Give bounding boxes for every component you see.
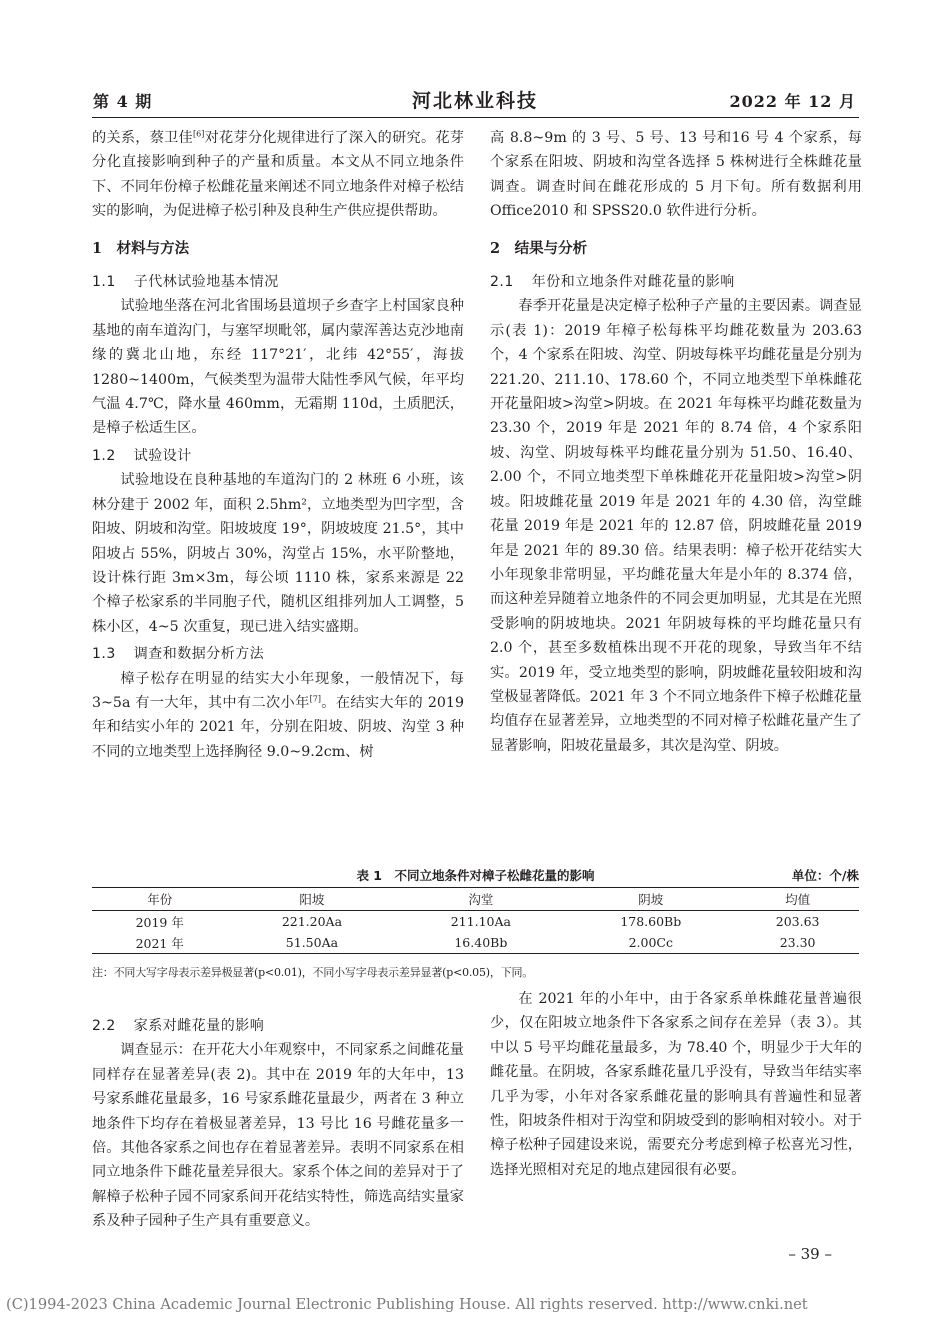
table-cell: 203.63 <box>775 914 820 929</box>
intro-paragraph: 的关系，蔡卫佳[6]对花芽分化规律进行了深入的研究。花芽分化直接影响到种子的产量和质量。本文从不同立地条件下、不同年份樟子松雌花量来阐述不同立地条件对樟子松结实的影响，为促进樟子松引种及良种生产供应提供帮助。 <box>92 129 464 220</box>
right-column <box>490 126 862 758</box>
section-1-3-paragraph: 樟子松存在明显的结实大小年现象，一般情况下，每 3~5a 有一大年，其中有二次小年[7]。在结实大年的 2019 年和结实小年的 2021 年，分别在阳坡、阴坡、沟堂 3 种不同的立地类型上选择胸径 9.0~9.2cm、树 <box>92 670 464 760</box>
table-cell: 178.60Bb <box>620 914 682 929</box>
table-header-cell: 年份 <box>92 888 227 911</box>
header-issue: 第 4 期 <box>93 92 153 111</box>
methods-continued-paragraph: 高 8.8~9m 的 3 号、5 号、13 号和16 号 4 个家系，每个家系在阳坡、阴坡和沟堂各选择 5 株树进行全株雌花量调查。调查时间在雌花形成的 5 月下旬。所有数据利用 Office2010 和 SPSS20.0 软件进行分析。 <box>490 130 862 220</box>
table-cell: 16.40Bb <box>396 932 565 954</box>
table-cell: 23.30 <box>736 932 859 954</box>
section-1-3-heading: 1.3 调查和数据分析方法 <box>92 646 265 663</box>
section-1-1-heading: 1.1 子代林试验地基本情况 <box>92 274 279 291</box>
table-cell: 2021 年 <box>92 932 227 954</box>
header-date: 2022 年 12 月 <box>729 92 856 111</box>
header-journal-title: 河北林业科技 <box>411 90 538 112</box>
table-header-cell: 沟堂 <box>396 888 565 911</box>
section-1-1-paragraph: 试验地坐落在河北省围场县道坝子乡查字上村国家良种基地的南车道沟门，与塞罕坝毗邻，属内蒙浑善达克沙地南缘的冀北山地，东经 117°21′，北纬 42°55′，海拔 1280~1400m，气候类型为温带大陆性季风气候，年平均气温 4.7℃，降水量 460mm，无霜期 110d，土质肥沃，是樟子松适生区。 <box>92 298 464 437</box>
table-cell: 2019 年 <box>135 914 184 930</box>
left-column <box>92 126 464 764</box>
left-column-lower <box>92 1011 464 1234</box>
section-2-2-heading: 2.2 家系对雌花量的影响 <box>92 1018 265 1034</box>
table-header-cell: 阴坡 <box>565 888 736 911</box>
section-2-2-continued-paragraph: 在 2021 年的小年中，由于各家系单株雌花量普遍很少，仅在阳坡立地条件下各家系之间存在差异（表 3）。其中以 5 号平均雌花量最多，为 78.40 个，明显少于大年的雌花量。在阴坡，各家系雌花量几乎没有，导致当年结实率几乎为零，小年对各家系雌花量的影响具有普遍性和显著性，阳坡条件相对于沟堂和阴坡受到的影响相对较小。对于樟子松种子园建设来说，需要充分考虑到樟子松喜光习性，选择光照相对充足的地点建园很有必要。 <box>490 991 862 1178</box>
table-cell: 221.20Aa <box>281 914 343 929</box>
table-cell: 51.50Aa <box>227 932 396 954</box>
data-table <box>92 887 859 954</box>
table-cell: 2.00Cc <box>565 932 736 954</box>
table-header-row <box>92 888 859 911</box>
section-2-heading: 2 结果与分析 <box>490 239 588 257</box>
table-header-cell: 阳坡 <box>227 888 396 911</box>
table-unit: 单位：个/株 <box>791 868 859 883</box>
right-column-lower <box>490 987 862 1182</box>
copyright-footer: (C)1994-2023 China Academic Journal Electronic Publishing House. All rights reserved. http://www.cnki.net <box>6 1296 808 1313</box>
table-cell: 211.10Aa <box>450 914 511 929</box>
section-1-2-heading: 1.2 试验设计 <box>92 447 192 464</box>
section-1-heading: 1 材料与方法 <box>92 239 190 257</box>
table-row <box>92 911 859 933</box>
table-row <box>92 932 859 954</box>
section-2-1-heading: 2.1 年份和立地条件对雌花量的影响 <box>490 274 735 291</box>
section-2-2-paragraph: 调查显示：在开花大小年观察中，不同家系之间雌花量同样存在显著差异(表 2)。其中在 2019 年的大年中，13 号家系雌花量最多，16 号家系雌花量最少，两者在 3 种立地条件下均存在着极显著差异，13 号比 16 号雌花量多一倍。其他各家系之间也存在着显著差异。表明不同家系在相同立地条件下雌花量差异很大。家系个体之间的差异对于了解樟子松种子园不同家系间开花结实特性，筛选高结实量家系及种子园种子生产具有重要意义。 <box>92 1042 464 1230</box>
section-2-1-paragraph: 春季开花量是决定樟子松种子产量的主要因素。调查显示(表 1)：2019 年樟子松每株平均雌花数量为 203.63 个，4 个家系在阳坡、沟堂、阴坡每株平均雌花量是分别为 221.20、211.10、178.60 个，不同立地类型下单株雌花开花量阳坡>沟堂>阴坡。在 2021 年每株平均雌花数量为 23.30 个，2019 年是 2021 年的 8.74 倍，4 个家系阳坡、沟堂、阴坡每株平均雌花量分别为 51.50、16.40、2.00 个，不同立地类型下单株雌花开花量阳坡>沟堂>阴坡。阳坡雌花量 2019 年是 2021 年的 4.30 倍，沟堂雌花量 2019 年是 2021 年的 12.87 倍，阴坡雌花量 2019 年是 2021 年的 89.30 倍。结果表明：樟子松开花结实大小年现象非常明显，平均雌花量大年是小年的 8.374 倍，而这种差异随着立地条件的不同会更加明显，尤其是在光照受影响的阴坡地块。2021 年阴坡每株的平均雌花量只有 2.0 个，甚至多数植株出现不开花的现象，导致当年不结实。2019 年，受立地类型的影响，阴坡雌花量较阳坡和沟堂极显著降低。2021 年 3 个不同立地条件下樟子松雌花量均值存在显著差异，立地类型的不同对樟子松雌花量产生了显著影响，阳坡花量最多，其次是沟堂、阴坡。 <box>490 298 862 754</box>
citation-6[interactable]: [6] <box>192 129 205 139</box>
table-header-cell: 均值 <box>736 888 859 911</box>
table-note: 注：不同大写字母表示差异极显著(p<0.01)，不同小写字母表示差异显著(p<0.05)，下同。 <box>92 966 534 979</box>
page-number: – 39 – <box>788 1245 832 1263</box>
citation-7[interactable]: [7] <box>309 694 321 704</box>
section-1-2-paragraph: 试验地设在良种基地的车道沟门的 2 林班 6 小班，该林分建于 2002 年，面积 2.5hm²，立地类型为凹字型，含阳坡、阴坡和沟堂。阳坡坡度 19°，阴坡坡度 21.5°，其中阳坡占 55%，阴坡占 30%，沟堂占 15%，水平阶整地，设计株行距 3m×3m，每公顷 1110 株，家系来源是 22 个樟子松家系的半同胞子代，随机区组排列加人工调整，5 株小区，4~5 次重复，现已进入结实盛期。 <box>92 472 464 635</box>
header-rule <box>92 117 859 118</box>
table-title: 表 1 不同立地条件对樟子松雌花量的影响 <box>356 868 595 883</box>
